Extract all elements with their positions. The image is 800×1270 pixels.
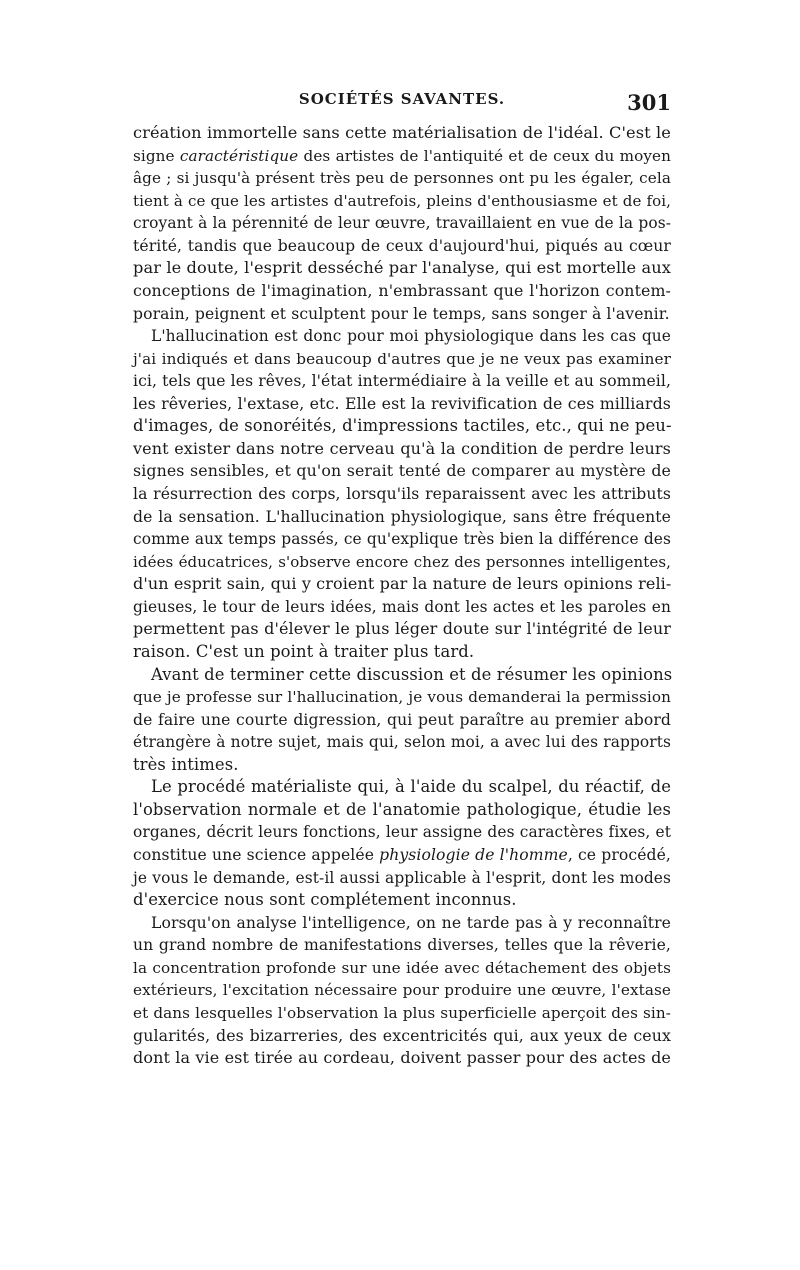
text-line: gularités, des bizarreries, des excentricités qui, aux yeux de ceux [133, 1025, 671, 1045]
text-line: âge ; si jusqu'à présent très peu de personnes ont pu les égaler, cela [133, 169, 671, 188]
text-line: par le doute, l'esprit desséché par l'analyse, qui est mortelle aux [133, 258, 671, 278]
text-line: très intimes. [133, 754, 239, 774]
text-line: étrangère à notre sujet, mais qui, selon moi, a avec lui des rapports [133, 733, 671, 752]
text-line: porain, peignent et sculptent pour le temps, sans songer à l'avenir. [133, 304, 670, 323]
italic-phrase: physiologie de l'homme [379, 846, 568, 864]
text-line: les rêveries, l'extase, etc. Elle est la revivification de ces milliards [133, 393, 671, 413]
text-line: extérieurs, l'excitation nécessaire pour produire une œuvre, l'extase [133, 981, 671, 1000]
text-line: croyant à la pérennité de leur œuvre, travaillaient en vue de la pos- [133, 214, 671, 233]
text-line: et dans lesquelles l'observation la plus superficielle aperçoit des sin- [133, 1003, 671, 1022]
running-header [133, 90, 671, 116]
text-line: d'un esprit sain, qui y croient par la nature de leurs opinions reli- [133, 574, 672, 594]
page-number: 301 [627, 90, 671, 115]
text-line: signes sensibles, et qu'on serait tenté de comparer au mystère de [133, 461, 671, 481]
text-line: un grand nombre de manifestations diverses, telles que la rêverie, [133, 936, 671, 955]
text-line: térité, tandis que beaucoup de ceux d'aujourd'hui, piqués au cœur [133, 236, 671, 255]
text-line: l'observation normale et de l'anatomie pathologique, étudie les [133, 799, 671, 819]
text-line: dont la vie est tirée au cordeau, doivent passer pour des actes de [133, 1048, 671, 1068]
text-line: idées éducatrices, s'observe encore chez des personnes intelligentes, [133, 552, 671, 571]
text-line: gieuses, le tour de leurs idées, mais dont les actes et les paroles en [133, 597, 671, 616]
text-line: organes, décrit leurs fonctions, leur assigne des caractères fixes, et [133, 823, 671, 842]
text-line: la résurrection des corps, lorsqu'ils reparaissent avec les attributs [133, 485, 671, 503]
text-line: Avant de terminer cette discussion et de résumer les opinions [151, 664, 673, 684]
italic-phrase: caractéristique [179, 146, 299, 165]
text-line: raison. C'est un point à traiter plus tard. [133, 641, 475, 661]
text-line: permettent pas d'élever le plus léger doute sur l'intégrité de leur [133, 619, 671, 639]
text-line: constitue une science appelée physiologie de l'homme, ce procédé, [133, 846, 671, 864]
text-line: Le procédé matérialiste qui, à l'aide du scalpel, du réactif, de [151, 777, 671, 797]
text-line: création immortelle sans cette matérialisation de l'idéal. C'est le [133, 123, 671, 142]
text-line: conceptions de l'imagination, n'embrassant que l'horizon contem- [133, 280, 671, 300]
body-text [133, 122, 671, 1070]
text-line: j'ai indiqués et dans beaucoup d'autres que je ne veux pas examiner [133, 349, 671, 368]
text-line: L'hallucination est donc pour moi physiologique dans les cas que [151, 327, 671, 346]
text-line: de la sensation. L'hallucination physiologique, sans être fréquente [133, 507, 671, 526]
text-line: vent exister dans notre cerveau qu'à la condition de perdre leurs [133, 438, 671, 458]
text-line: ici, tels que les rêves, l'état intermédiaire à la veille et au sommeil, [133, 372, 672, 391]
text-line: comme aux temps passés, ce qu'explique très bien la différence des [133, 530, 671, 549]
text-line: tient à ce que les artistes d'autrefois, pleins d'enthousiasme et de foi, [133, 191, 671, 210]
text-line: signe caractéristique des artistes de l'antiquité et de ceux du moyen [133, 146, 671, 165]
text-line: que je professe sur l'hallucination, je vous demanderai la permission [133, 688, 671, 707]
running-title: SOCIÉTÉS SAVANTES. [298, 90, 506, 108]
text-line: de faire une courte digression, qui peut paraître au premier abord [133, 710, 671, 729]
text-line: je vous le demande, est-il aussi applicable à l'esprit, dont les modes [133, 868, 671, 887]
text-line: Lorsqu'on analyse l'intelligence, on ne tarde pas à y reconnaître [151, 913, 671, 932]
text-line: d'images, de sonoréités, d'impressions tactiles, etc., qui ne peu- [133, 416, 672, 436]
text-line: d'exercice nous sont complétement inconnus. [133, 890, 517, 910]
text-line: la concentration profonde sur une idée avec détachement des objets [133, 958, 671, 977]
